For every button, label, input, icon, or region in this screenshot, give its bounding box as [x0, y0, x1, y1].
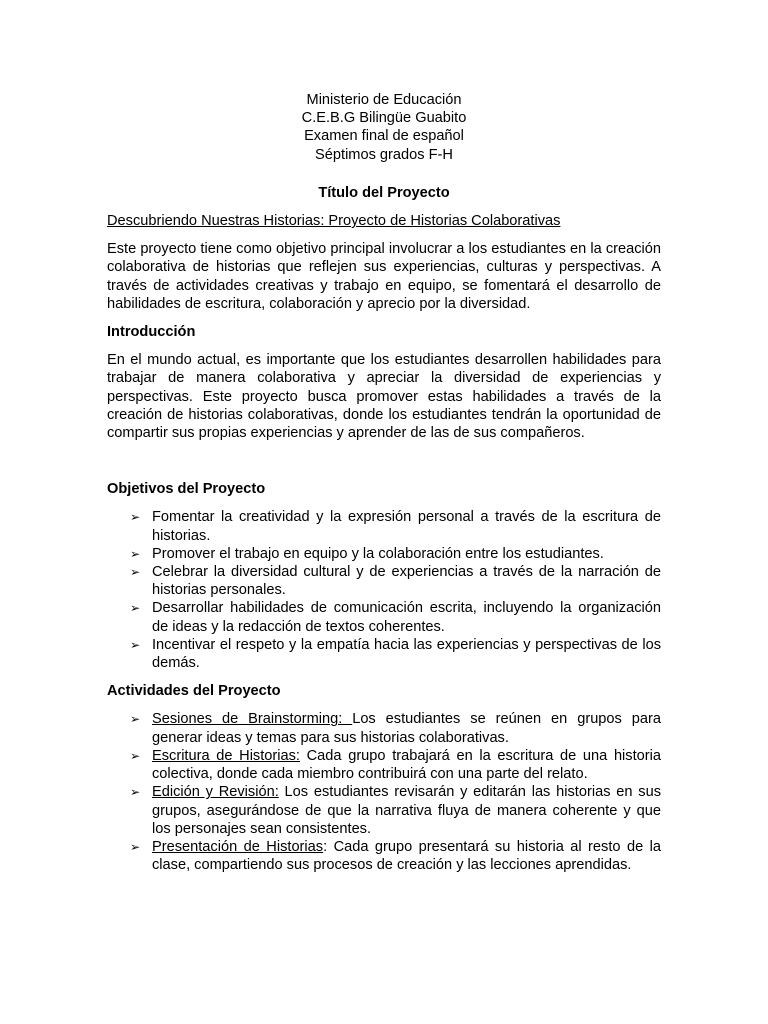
- objective-text: Desarrollar habilidades de comunicación escrita, incluyendo la organización de ideas y la redacción de textos coherentes.: [152, 600, 661, 635]
- arrowhead-bullet-icon: ➢: [130, 565, 141, 580]
- header-exam: Examen final de español: [304, 128, 464, 145]
- objective-item: [107, 508, 661, 544]
- objective-text: Incentivar el respeto y la empatía hacia las experiencias y perspectivas de los demás.: [152, 636, 661, 672]
- objective-text: Celebrar la diversidad cultural y de experiencias a través de la narración de historias personales.: [152, 564, 661, 599]
- arrowhead-bullet-icon: ➢: [130, 637, 141, 652]
- arrowhead-bullet-icon: ➢: [130, 546, 141, 561]
- project-summary: Este proyecto tiene como objetivo principal involucrar a los estudiantes en la creación colaborativa de historias que reflejen sus experiencias, culturas y perspectivas. A través de actividades creativas y trabajo en equipo, se fomentará el desarrollo de habilidades de escritura, colaboración y aprecio por la diversidad.: [107, 241, 661, 312]
- header-ministry: Ministerio de Educación: [306, 92, 462, 108]
- arrowhead-bullet-icon: ➢: [130, 712, 141, 727]
- document-header: [107, 91, 661, 164]
- activities-heading: Actividades del Proyecto: [107, 683, 281, 700]
- activity-description: Los estudiantes revisarán y editarán las historias en sus grupos, asegurándose de que la narrativa fluya de manera coherente y que los personajes sean consistentes.: [152, 784, 661, 837]
- objective-item: [107, 545, 661, 563]
- activity-description: Los estudiantes se reúnen en grupos para generar ideas y temas para sus historias colaborativas.: [152, 711, 661, 746]
- arrowhead-bullet-icon: ➢: [130, 748, 141, 763]
- activity-item: [107, 710, 661, 746]
- activity-item: [107, 747, 661, 783]
- activity-description: : Cada grupo presentará su historia al resto de la clase, compartiendo sus procesos de creación y las lecciones aprendidas.: [152, 838, 661, 874]
- document-body: [107, 91, 661, 874]
- activities-list: [107, 710, 661, 874]
- project-subtitle: Descubriendo Nuestras Historias: Proyecto de Historias Colaborativas: [107, 213, 561, 230]
- objective-item: [107, 599, 661, 635]
- objectives-list: [107, 508, 661, 672]
- objective-text: Fomentar la creatividad y la expresión personal a través de la escritura de historias.: [152, 509, 661, 544]
- activity-item: [107, 838, 661, 874]
- activity-term: Edición y Revisión:: [152, 784, 279, 801]
- objective-text: Promover el trabajo en equipo y la colaboración entre los estudiantes.: [152, 545, 604, 562]
- header-grades: Séptimos grados F-H: [315, 146, 453, 163]
- activity-term: Presentación de Historias: [152, 838, 324, 855]
- objective-item: [107, 636, 661, 672]
- arrowhead-bullet-icon: ➢: [130, 785, 141, 800]
- activity-term: Sesiones de Brainstorming:: [152, 711, 353, 728]
- activity-description: Cada grupo trabajará en la escritura de una historia colectiva, donde cada miembro contribuirá con una parte del relato.: [152, 747, 661, 783]
- project-title-label: Título del Proyecto: [318, 184, 450, 201]
- arrowhead-bullet-icon: ➢: [130, 839, 141, 854]
- header-school: C.E.B.G Bilingüe Guabito: [301, 110, 467, 127]
- introduction-text: En el mundo actual, es importante que los estudiantes desarrollen habilidades para trabajar de manera colaborativa y apreciar la diversidad de experiencias y perspectivas. Este proyecto busca promover estas habilidades a través de la creación de historias colaborativas, donde los estudiantes tendrán la oportunidad de compartir sus propias experiencias y aprender de las de sus compañeros.: [107, 352, 661, 442]
- objective-item: [107, 563, 661, 599]
- arrowhead-bullet-icon: ➢: [130, 601, 141, 616]
- activity-item: [107, 783, 661, 838]
- arrowhead-bullet-icon: ➢: [130, 510, 141, 525]
- activity-term: Escritura de Historias:: [152, 747, 300, 764]
- introduction-heading: Introducción: [107, 324, 196, 341]
- objectives-heading: Objetivos del Proyecto: [107, 481, 266, 498]
